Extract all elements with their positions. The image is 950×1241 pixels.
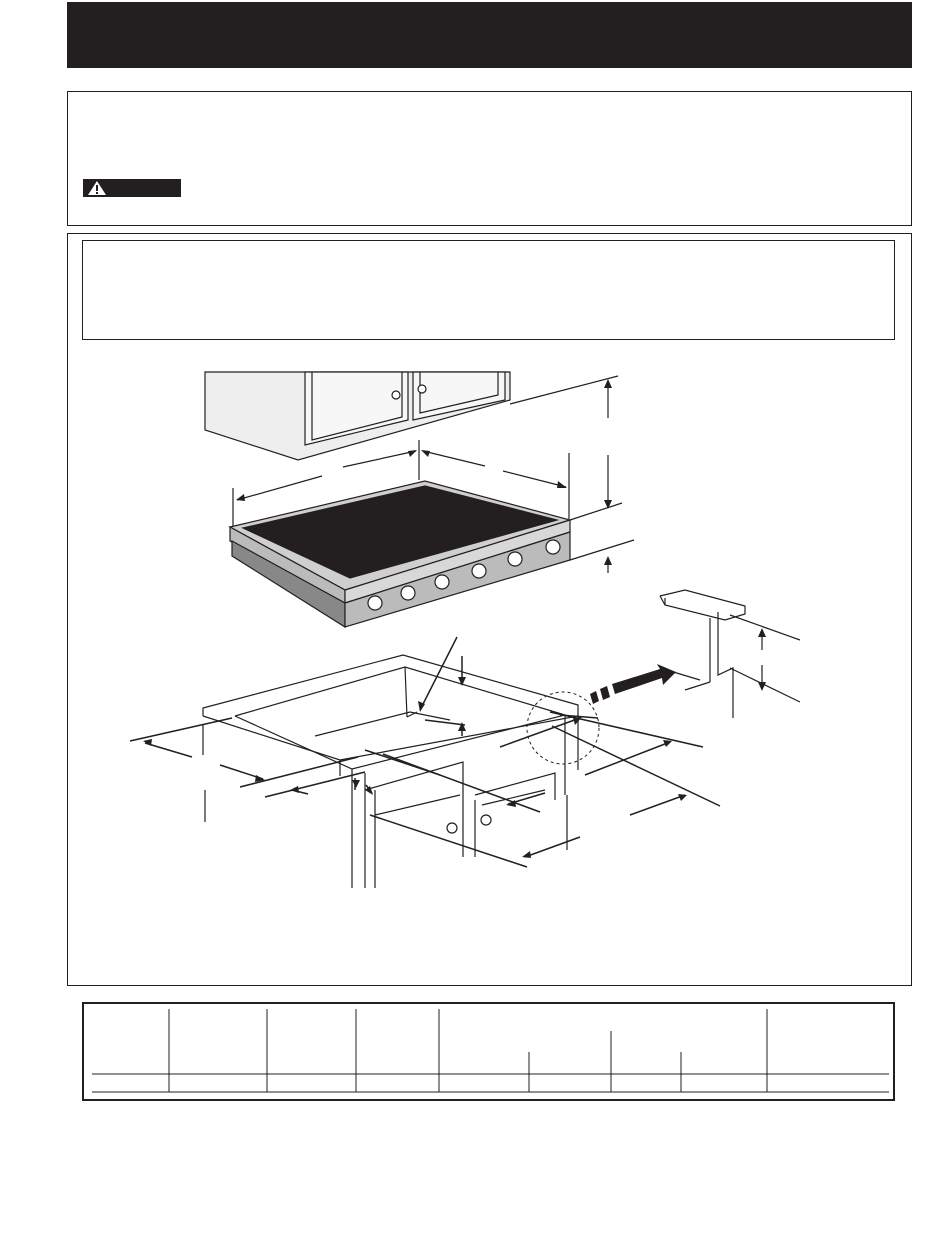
cutout-dimension-lines — [130, 637, 720, 867]
detail-callout-circle — [527, 692, 599, 764]
detail-countertop-section — [660, 590, 800, 718]
countertop-cutout — [203, 655, 578, 888]
dimensions-table — [82, 1002, 895, 1101]
cooktop — [230, 481, 570, 627]
direction-arrow-icon — [590, 664, 676, 704]
wall-cabinet — [205, 372, 510, 460]
dimensions-table-grid — [84, 1004, 893, 1099]
lower-cabinet-knobs — [447, 815, 491, 833]
